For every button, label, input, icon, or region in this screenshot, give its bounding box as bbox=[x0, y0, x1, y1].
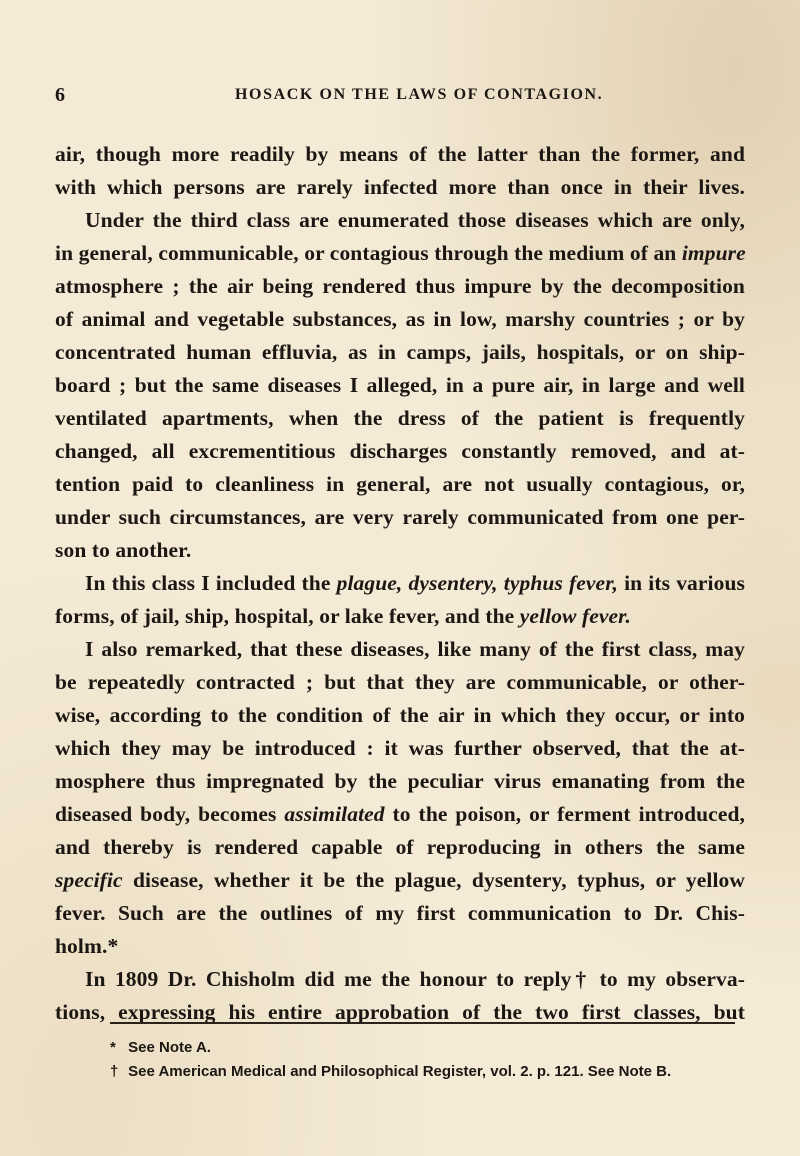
text-line-15 bbox=[55, 600, 745, 633]
footnote-1 bbox=[110, 1036, 750, 1060]
text-line-26: In 1809 Dr. Chisholm did me the honour to reply† to my observa- bbox=[85, 967, 745, 991]
text-line-20: mosphere thus impregnated by the peculiar virus emanating from the bbox=[55, 769, 745, 793]
text-line-11: tention paid to cleanliness in general, are not usually contagious, or, bbox=[55, 472, 745, 496]
text-line-25: holm.* bbox=[55, 934, 119, 958]
italic-term-impure: impure bbox=[681, 241, 746, 265]
page-number: 6 bbox=[55, 84, 65, 106]
text-line-5: atmosphere ; the air being rendered thus impure by the decomposition bbox=[55, 274, 745, 298]
text-segment: In this class I included the bbox=[85, 571, 337, 595]
italic-term-assimilated: assimilated bbox=[284, 802, 385, 826]
text-line-7: concentrated human effluvia, as in camps, jails, hospitals, or on ship- bbox=[55, 340, 745, 364]
text-line-2: with which persons are rarely infected more than once in their lives. bbox=[55, 175, 745, 199]
text-line-14 bbox=[55, 567, 745, 600]
text-line-23 bbox=[55, 864, 745, 897]
text-segment: disease, whether it be the plague, dysentery, typhus, or yellow bbox=[122, 868, 745, 892]
text-line-12: under such circumstances, are very rarely communicated from one per- bbox=[55, 505, 745, 529]
text-line-1: air, though more readily by means of the latter than the former, and bbox=[55, 142, 745, 166]
footnote-text: See Note A. bbox=[128, 1039, 211, 1056]
text-line-17: be repeatedly contracted ; but that they are communicable, or other- bbox=[55, 670, 745, 694]
text-line-22: and thereby is rendered capable of reproducing in others the same bbox=[55, 835, 745, 859]
body-text bbox=[55, 138, 745, 1029]
text-line-18: wise, according to the condition of the air in which they occur, or into bbox=[55, 703, 745, 727]
text-line-19: which they may be introduced : it was further observed, that the at- bbox=[55, 736, 745, 760]
text-line-21 bbox=[55, 798, 745, 831]
footnotes bbox=[110, 1036, 750, 1084]
text-segment: in general, communicable, or contagious through the medium of an bbox=[55, 241, 682, 265]
text-line-6: of animal and vegetable substances, as in low, marshy countries ; or by bbox=[55, 307, 745, 331]
running-head: HOSACK ON THE LAWS OF CONTAGION. bbox=[235, 86, 604, 103]
text-line-4 bbox=[55, 237, 745, 270]
text-line-13: son to another. bbox=[55, 538, 192, 562]
text-line-24: fever. Such are the outlines of my first communication to Dr. Chis- bbox=[55, 901, 745, 925]
italic-term-yellow-fever: yellow fever. bbox=[519, 604, 631, 628]
text-segment: to the poison, or ferment introduced, bbox=[384, 802, 745, 826]
text-line-16: I also remarked, that these diseases, like many of the first class, may bbox=[85, 637, 745, 661]
footnote-divider bbox=[110, 1022, 735, 1024]
text-segment: in its various bbox=[617, 571, 745, 595]
text-line-8: board ; but the same diseases I alleged, in a pure air, in large and well bbox=[55, 373, 745, 397]
page-header bbox=[55, 84, 745, 114]
text-line-27: tions, expressing his entire approbation of the two first classes, but bbox=[55, 1000, 745, 1024]
italic-term-specific: specific bbox=[55, 868, 123, 892]
text-segment: forms, of jail, ship, hospital, or lake fever, and the bbox=[55, 604, 520, 628]
text-line-9: ventilated apartments, when the dress of the patient is frequently bbox=[55, 406, 745, 430]
text-segment: diseased body, becomes bbox=[55, 802, 285, 826]
text-line-10: changed, all excrementitious discharges constantly removed, and at- bbox=[55, 439, 745, 463]
footnote-2 bbox=[110, 1060, 750, 1084]
footnote-mark: † bbox=[110, 1063, 119, 1080]
italic-term-diseases: plague, dysentery, typhus fever, bbox=[336, 571, 618, 595]
footnote-text: See American Medical and Philosophical Register, vol. 2. p. 121. See Note B. bbox=[128, 1063, 672, 1080]
text-line-3: Under the third class are enumerated those diseases which are only, bbox=[85, 208, 745, 232]
footnote-mark: * bbox=[110, 1039, 116, 1056]
